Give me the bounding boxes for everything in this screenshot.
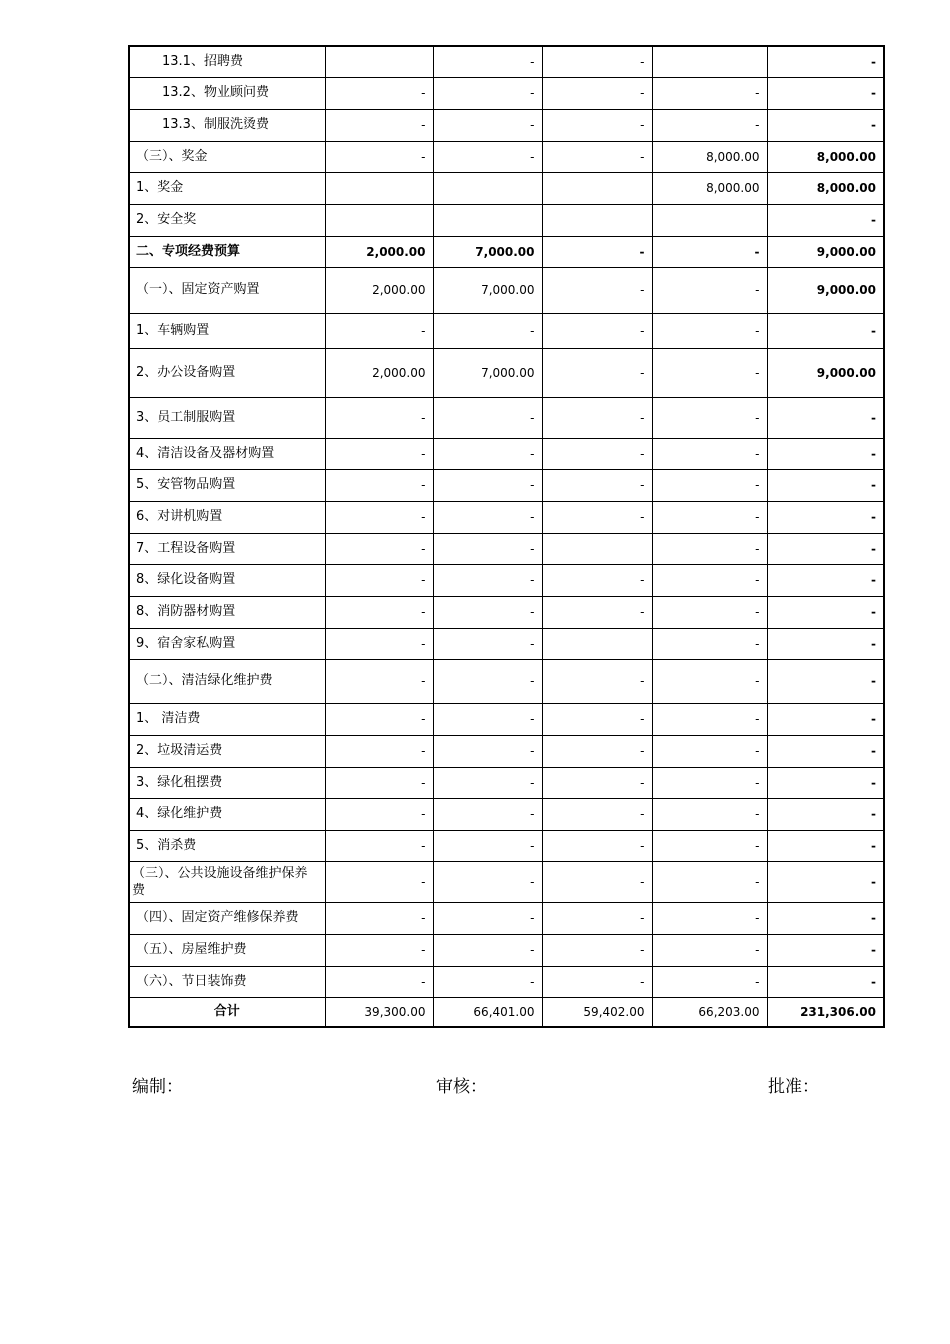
row-value-cell: - [542,469,652,501]
row-value-cell: - [433,141,542,172]
row-total-cell: 8,000.00 [767,172,884,204]
table-row [129,397,884,438]
row-total-cell: 9,000.00 [767,348,884,397]
row-total-cell: - [767,596,884,628]
row-value-cell: - [652,934,767,966]
approved-by-label: 批准： [768,1077,819,1097]
row-value-cell: - [542,703,652,735]
row-value-cell: - [325,934,433,966]
row-value-cell [652,204,767,236]
row-value-cell: - [325,966,433,997]
row-total-cell: - [767,830,884,861]
row-value-cell: - [325,438,433,469]
row-value-cell: - [325,469,433,501]
table-row [129,564,884,596]
row-label: （五）、房屋维护费 [129,934,325,966]
row-value-cell: 7,000.00 [433,236,542,267]
table-row [129,735,884,767]
row-label: 13.2、物业顾问费 [129,77,325,109]
row-value-cell: - [325,830,433,861]
row-total-cell: - [767,46,884,77]
row-value-cell: - [433,438,542,469]
row-total-cell: - [767,533,884,564]
row-value-cell: - [325,533,433,564]
row-value-cell: 59,402.00 [542,997,652,1027]
row-value-cell: - [652,830,767,861]
row-label: 4、清洁设备及器材购置 [129,438,325,469]
row-total-cell: - [767,204,884,236]
row-value-cell: - [652,438,767,469]
row-value-cell: - [433,659,542,703]
row-label: 6、对讲机购置 [129,501,325,533]
row-value-cell: - [542,77,652,109]
row-value-cell [433,204,542,236]
row-total-cell: - [767,659,884,703]
table-row [129,204,884,236]
row-value-cell: - [542,902,652,934]
row-value-cell: - [542,397,652,438]
row-value-cell: - [652,966,767,997]
table-row [129,533,884,564]
row-value-cell: - [325,628,433,659]
row-value-cell: - [652,596,767,628]
row-value-cell: - [542,267,652,313]
row-value-cell [325,172,433,204]
row-total-cell: - [767,313,884,348]
row-value-cell: 39,300.00 [325,997,433,1027]
table-row [129,628,884,659]
row-value-cell: - [325,109,433,141]
table-row [129,767,884,798]
row-value-cell: - [542,438,652,469]
row-value-cell: - [542,141,652,172]
row-value-cell [433,172,542,204]
row-label: 2、办公设备购置 [129,348,325,397]
row-total-cell: 9,000.00 [767,267,884,313]
table-row [129,501,884,533]
row-value-cell: - [652,564,767,596]
row-value-cell: - [652,735,767,767]
row-value-cell: - [652,348,767,397]
row-value-cell: 8,000.00 [652,141,767,172]
table-row [129,934,884,966]
row-total-cell: - [767,438,884,469]
row-value-cell: - [542,348,652,397]
row-value-cell: - [542,830,652,861]
row-value-cell: - [433,735,542,767]
row-value-cell: - [542,564,652,596]
row-value-cell: - [652,767,767,798]
row-label: 1、 清洁费 [129,703,325,735]
row-label: （三）、公共设施设备维护保养费 [129,861,325,902]
table-row [129,469,884,501]
row-total-cell: - [767,703,884,735]
row-total-cell: - [767,628,884,659]
row-value-cell: - [325,313,433,348]
row-value-cell: - [433,628,542,659]
row-label: （六）、节日装饰费 [129,966,325,997]
row-value-cell: - [652,77,767,109]
row-total-cell: - [767,109,884,141]
row-label: 5、安管物品购置 [129,469,325,501]
row-value-cell: - [652,469,767,501]
row-value-cell: - [542,861,652,902]
row-label: （三）、奖金 [129,141,325,172]
table-row [129,703,884,735]
table-row [129,46,884,77]
row-total-cell: - [767,735,884,767]
row-value-cell: - [433,861,542,902]
table-row [129,902,884,934]
row-label: 8、绿化设备购置 [129,564,325,596]
table-row [129,966,884,997]
row-value-cell: - [433,313,542,348]
row-value-cell: - [325,141,433,172]
row-value-cell: 66,203.00 [652,997,767,1027]
row-total-cell: - [767,397,884,438]
row-value-cell: - [542,109,652,141]
row-value-cell: - [542,767,652,798]
row-value-cell: 2,000.00 [325,267,433,313]
table-row [129,236,884,267]
row-value-cell: - [325,861,433,902]
row-value-cell: - [433,902,542,934]
table-row [129,313,884,348]
row-value-cell: - [325,798,433,830]
row-value-cell: - [433,46,542,77]
row-value-cell: - [652,703,767,735]
row-label: 8、消防器材购置 [129,596,325,628]
row-value-cell: - [542,313,652,348]
table-row [129,438,884,469]
row-label: 13.1、招聘费 [129,46,325,77]
row-value-cell: 2,000.00 [325,236,433,267]
row-label: （四）、固定资产维修保养费 [129,902,325,934]
row-value-cell: - [652,236,767,267]
table-row [129,348,884,397]
row-value-cell [542,172,652,204]
row-total-cell: - [767,798,884,830]
table-row [129,141,884,172]
budget-table-body [129,46,884,1027]
budget-table [128,45,885,1028]
row-value-cell: - [433,501,542,533]
row-total-cell: 8,000.00 [767,141,884,172]
row-value-cell: 8,000.00 [652,172,767,204]
table-row [129,109,884,141]
row-value-cell: - [325,397,433,438]
table-row [129,659,884,703]
row-value-cell: - [652,109,767,141]
row-total-cell: - [767,564,884,596]
row-value-cell: - [433,469,542,501]
row-value-cell: - [325,735,433,767]
row-value-cell: - [325,596,433,628]
row-total-cell: 9,000.00 [767,236,884,267]
row-label: 2、安全奖 [129,204,325,236]
row-value-cell: 7,000.00 [433,348,542,397]
row-value-cell: - [433,703,542,735]
row-value-cell: - [433,397,542,438]
row-value-cell: - [325,77,433,109]
row-value-cell [325,204,433,236]
table-row [129,798,884,830]
row-value-cell: - [433,77,542,109]
row-value-cell: - [652,267,767,313]
table-row [129,267,884,313]
row-value-cell: 7,000.00 [433,267,542,313]
row-value-cell: - [542,236,652,267]
row-value-cell: 66,401.00 [433,997,542,1027]
row-label: 二、专项经费预算 [129,236,325,267]
row-value-cell: - [325,501,433,533]
row-value-cell: - [325,564,433,596]
row-total-cell: - [767,966,884,997]
row-value-cell: - [433,109,542,141]
row-value-cell: - [652,533,767,564]
table-row [129,830,884,861]
row-value-cell: - [542,501,652,533]
row-value-cell: - [542,596,652,628]
table-row [129,77,884,109]
row-total-cell: - [767,767,884,798]
row-value-cell: - [433,767,542,798]
row-value-cell: - [652,628,767,659]
row-value-cell: - [433,596,542,628]
row-value-cell: - [652,659,767,703]
prepared-by-label: 编制： [132,1077,183,1097]
row-value-cell: - [652,861,767,902]
row-value-cell [542,204,652,236]
row-value-cell [542,533,652,564]
row-label: （一）、固定资产购置 [129,267,325,313]
row-total-cell: - [767,469,884,501]
table-row [129,596,884,628]
row-label: 7、工程设备购置 [129,533,325,564]
row-value-cell: - [542,934,652,966]
row-value-cell: - [433,564,542,596]
row-total-cell: - [767,934,884,966]
row-value-cell: - [542,966,652,997]
row-value-cell: - [542,798,652,830]
row-label: 1、奖金 [129,172,325,204]
row-value-cell: - [652,902,767,934]
row-value-cell: - [652,313,767,348]
table-row [129,172,884,204]
row-total-cell: - [767,501,884,533]
table-row [129,861,884,902]
row-label: 1、车辆购置 [129,313,325,348]
row-value-cell: - [542,735,652,767]
row-value-cell: - [652,501,767,533]
row-total-cell: - [767,861,884,902]
row-value-cell: - [433,966,542,997]
row-label: （二）、清洁绿化维护费 [129,659,325,703]
reviewed-by-label: 审核： [436,1077,487,1097]
row-value-cell: - [433,830,542,861]
row-value-cell: - [325,902,433,934]
row-value-cell [325,46,433,77]
row-value-cell: - [433,934,542,966]
row-value-cell: - [325,659,433,703]
row-value-cell: - [433,533,542,564]
row-label: 9、宿舍家私购置 [129,628,325,659]
row-value-cell [652,46,767,77]
row-label: 3、员工制服购置 [129,397,325,438]
row-label: 4、绿化维护费 [129,798,325,830]
row-label: 3、绿化租摆费 [129,767,325,798]
row-value-cell: 2,000.00 [325,348,433,397]
row-value-cell: - [325,703,433,735]
row-value-cell: - [652,798,767,830]
row-label: 合计 [129,997,325,1027]
row-total-cell: - [767,77,884,109]
table-row [129,997,884,1027]
row-value-cell: - [652,397,767,438]
row-label: 2、垃圾清运费 [129,735,325,767]
row-total-cell: - [767,902,884,934]
row-total-cell: 231,306.00 [767,997,884,1027]
row-value-cell: - [542,46,652,77]
row-value-cell: - [433,798,542,830]
row-label: 5、消杀费 [129,830,325,861]
row-value-cell: - [325,767,433,798]
row-label: 13.3、制服洗烫费 [129,109,325,141]
row-value-cell [542,628,652,659]
row-value-cell: - [542,659,652,703]
